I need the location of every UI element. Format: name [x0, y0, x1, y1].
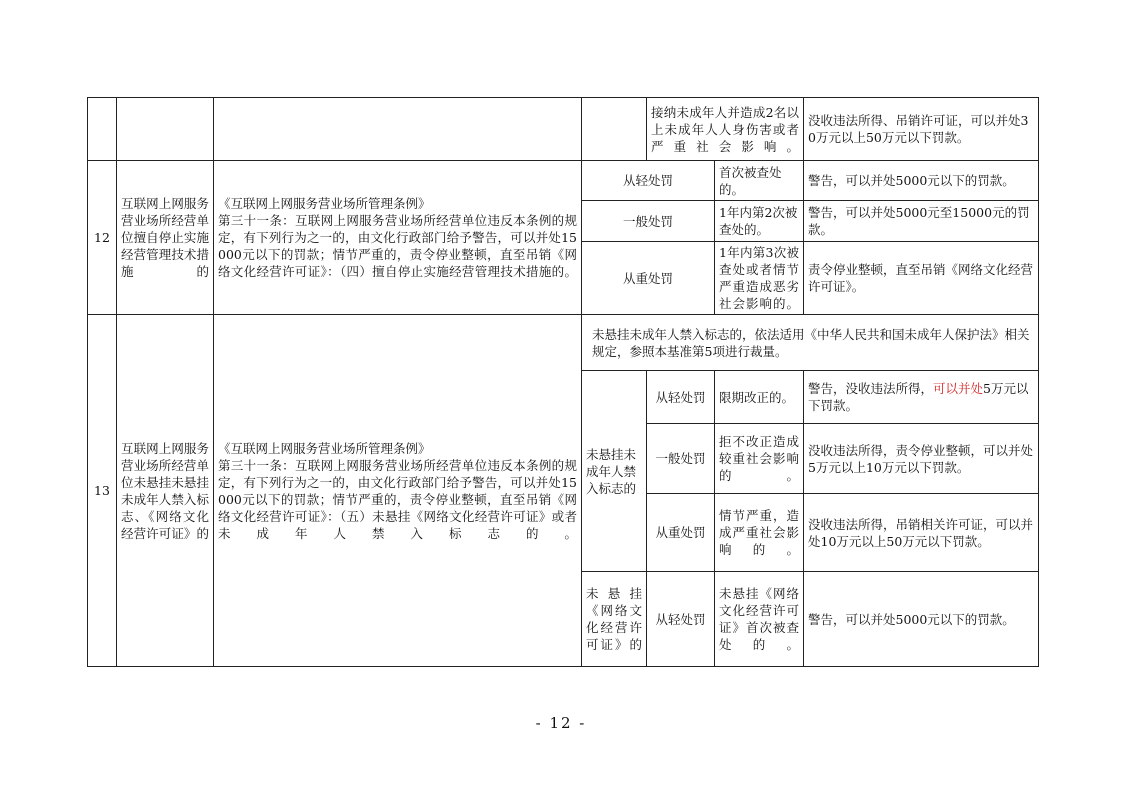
level-cell: 从重处罚 [582, 242, 715, 315]
highlighted-text: 可以并处 [933, 381, 984, 396]
table-row-continued [88, 98, 1039, 161]
circumstance-cell: 接纳未成年人并造成2名以上未成年人人身伤害或者严重社会影响。 [647, 98, 804, 161]
table-row-13 [88, 315, 1039, 371]
sub-category-cell: 未悬挂《网络文化经营许可证》的 [582, 572, 647, 667]
penalty-text: 警告，没收违法所得， [808, 381, 934, 396]
penalty-standard-table [87, 97, 1039, 667]
circumstance-cell: 拒不改正造成较重社会影响的。 [715, 424, 804, 494]
circumstance-cell: 情节严重，造成严重社会影响的。 [715, 494, 804, 572]
penalty-cell: 警告，可以并处5000元至15000元的罚款。 [804, 201, 1039, 242]
circumstance-cell: 首次被查处的。 [715, 161, 804, 201]
penalty-cell: 警告，可以并处5000元以下的罚款。 [804, 161, 1039, 201]
penalty-cell: 没收违法所得、吊销许可证，可以并处30万元以上50万元以下罚款。 [804, 98, 1039, 161]
circumstance-cell: 限期改正的。 [715, 371, 804, 424]
circumstance-cell: 1年内第2次被查处的。 [715, 201, 804, 242]
basis-title: 《互联网上网服务营业场所管理条例》 [218, 440, 431, 456]
violation-cell: 互联网上网服务营业场所经营单位未悬挂未悬挂未成年人禁入标志、《网络文化经营许可证》的 [117, 315, 214, 667]
level-cell: 从轻处罚 [647, 572, 715, 667]
basis-text: 第三十一条：互联网上网服务营业场所经营单位违反本条例的规定，有下列行为之一的，由文化行政部门给予警告，可以并处15000元以下的罚款；情节严重的，责令停业整顿，直至吊销《网络文化经营许可证》：（五）未悬挂《网络文化经营许可证》或者未成年人禁入标志的。 [218, 457, 577, 541]
basis-text: 第三十一条：互联网上网服务营业场所经营单位违反本条例的规定，有下列行为之一的，由文化行政部门给予警告，可以并处15000元以下的罚款；情节严重的，责令停业整顿，直至吊销《网络文化经营许可证》：（四）擅自停止实施经营管理技术措施的。 [218, 213, 577, 279]
penalty-cell: 没收违法所得，责令停业整顿，可以并处5万元以上10万元以下罚款。 [804, 424, 1039, 494]
level-cell: 一般处罚 [582, 201, 715, 242]
basis-cell-empty [214, 98, 582, 161]
level-cell-empty [582, 98, 647, 161]
penalty-cell: 没收违法所得，吊销相关许可证，可以并处10万元以上50万元以下罚款。 [804, 494, 1039, 572]
item-number: 13 [88, 315, 117, 667]
penalty-text: 5万元以下罚款。 [808, 381, 1029, 413]
penalty-cell: 责令停业整顿，直至吊销《网络文化经营许可证》。 [804, 242, 1039, 315]
level-cell: 从轻处罚 [582, 161, 715, 201]
item-number: 12 [88, 161, 117, 315]
violation-cell-empty [117, 98, 214, 161]
level-cell: 从重处罚 [647, 494, 715, 572]
level-cell: 一般处罚 [647, 424, 715, 494]
page-number: - 12 - [535, 714, 587, 732]
note-cell: 未悬挂未成年人禁入标志的，依法适用《中华人民共和国未成年人保护法》相关规定，参照本基准第5项进行裁量。 [582, 315, 1039, 371]
legal-basis-cell [214, 161, 582, 315]
penalty-cell: 警告，可以并处5000元以下的罚款。 [804, 572, 1039, 667]
basis-title: 《互联网上网服务营业场所管理条例》 [218, 196, 431, 211]
table-row-12 [88, 161, 1039, 201]
penalty-cell [804, 371, 1039, 424]
level-cell: 从轻处罚 [647, 371, 715, 424]
circumstance-cell: 1年内第3次被查处或者情节严重造成恶劣社会影响的。 [715, 242, 804, 315]
legal-basis-cell [214, 315, 582, 667]
sub-category-cell: 未悬挂未成年人禁入标志的 [582, 371, 647, 572]
number-cell-empty [88, 98, 117, 161]
circumstance-cell: 未悬挂《网络文化经营许可证》首次被查处的。 [715, 572, 804, 667]
violation-cell: 互联网上网服务营业场所经营单位擅自停止实施经营管理技术措施的 [117, 161, 214, 315]
